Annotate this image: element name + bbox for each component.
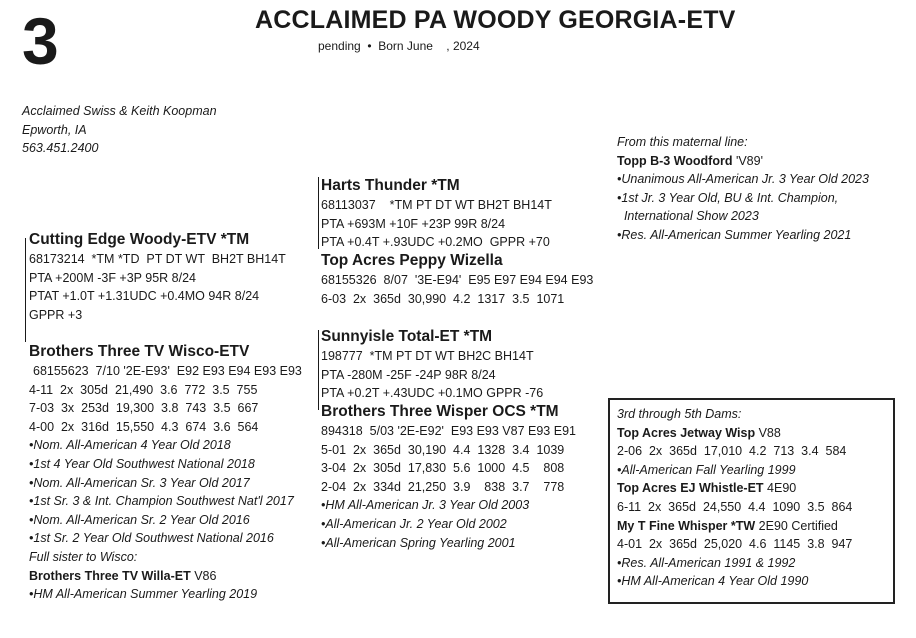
pedigree-line-dam-sire — [318, 330, 319, 410]
sire-sire-block — [321, 176, 552, 252]
sire-sire-line: PTA +0.4T +.93UDC +0.2MO GPPR +70 — [321, 235, 550, 250]
dam-line: 4-11 2x 305d 21,490 3.6 772 3.5 755 — [29, 382, 258, 397]
cow-name: Top Acres Jetway Wisp — [617, 425, 756, 440]
dams-box-title: 3rd through 5th Dams: — [617, 407, 742, 421]
dam-line: 68155623 7/10 '2E-E93' E92 E93 E94 E93 E93 — [33, 364, 302, 378]
cow-award: •Res. All-American 1991 & 1992 — [617, 555, 796, 570]
dam-dam-award: •All-American Jr. 2 Year Old 2002 — [321, 516, 507, 531]
maternal-line-block — [617, 133, 869, 245]
sire-sire-name: Harts Thunder *TM — [321, 177, 460, 194]
dam-award: •Nom. All-American 4 Year Old 2018 — [29, 438, 231, 453]
sister-name: Brothers Three TV Willa-ET — [29, 568, 191, 583]
dam-sire-name: Sunnyisle Total-ET *TM — [321, 328, 493, 345]
dams-box-cow — [617, 424, 852, 443]
dam-award: •Nom. All-American Sr. 3 Year Old 2017 — [29, 475, 250, 490]
cow-name: Top Acres EJ Whistle-ET — [617, 481, 764, 496]
dam-dam-block — [321, 402, 576, 552]
maternal-line-award: •1st Jr. 3 Year Old, BU & Int. Champion, — [617, 190, 839, 205]
dam-sire-line: PTA -280M -25F -24P 98R 8/24 — [321, 367, 496, 382]
sire-block — [29, 230, 286, 324]
cow-award: •HM All-American 4 Year Old 1990 — [617, 574, 809, 589]
dam-sire-line: PTA +0.2T +.43UDC +0.1MO GPPR -76 — [321, 386, 544, 401]
dam-dam-name: Brothers Three Wisper OCS *TM — [321, 403, 559, 420]
dam-sire-block — [321, 327, 543, 403]
dam-award: •1st 4 Year Old Southwest National 2018 — [29, 456, 255, 471]
dam-dam-line: 3-04 2x 305d 17,830 5.6 1000 4.5 808 — [321, 461, 565, 476]
dams-box-content — [617, 405, 852, 591]
maternal-line-score: 'V89' — [732, 153, 763, 168]
dam-award: •1st Sr. 2 Year Old Southwest National 2016 — [29, 531, 274, 546]
animal-title: ACCLAIMED PA WOODY GEORGIA-ETV — [255, 6, 736, 34]
cow-score: 2E90 Certified — [755, 518, 838, 533]
dam-award: •1st Sr. 3 & Int. Champion Southwest Nat'l 2017 — [29, 494, 294, 509]
pedigree-line-sire-sire — [318, 177, 319, 249]
maternal-line-entry — [617, 152, 869, 171]
dam-line: 7-03 3x 253d 19,300 3.8 743 3.5 667 — [29, 401, 259, 416]
maternal-line-award: •Unanimous All-American Jr. 3 Year Old 2023 — [617, 172, 869, 187]
sire-sire-line: 68113037 *TM PT DT WT BH2T BH14T — [321, 198, 552, 212]
dam-line: 4-00 2x 316d 15,550 4.3 674 3.6 564 — [29, 419, 259, 434]
consignor-name: Acclaimed Swiss & Keith Koopman — [22, 104, 217, 118]
sire-line: GPPR +3 — [29, 307, 83, 322]
sire-dam-line: 6-03 2x 365d 30,990 4.2 1317 3.5 1071 — [321, 291, 565, 306]
consignor-city: Epworth, IA — [22, 122, 87, 137]
dam-sire-line: 198777 *TM PT DT WT BH2C BH14T — [321, 349, 534, 363]
cow-name: My T Fine Whisper *TW — [617, 518, 756, 533]
sire-line: 68173214 *TM *TD PT DT WT BH2T BH14T — [29, 252, 286, 266]
cow-score: V88 — [755, 425, 781, 440]
dams-box-cow — [617, 517, 852, 536]
sister-score: V86 — [190, 568, 217, 583]
consignor-info — [22, 102, 217, 158]
lot-number: 3 — [22, 4, 58, 78]
dam-award: •Nom. All-American Sr. 2 Year Old 2016 — [29, 512, 250, 527]
maternal-line-award: •Res. All-American Summer Yearling 2021 — [617, 227, 852, 242]
sister-entry — [29, 567, 302, 586]
maternal-line-name: Topp B-3 Woodford — [617, 153, 733, 168]
pedigree-line-sire — [25, 238, 26, 342]
cow-record: 6-11 2x 365d 24,550 4.4 1090 3.5 864 — [617, 499, 853, 514]
cow-record: 4-01 2x 365d 25,020 4.6 1145 3.8 947 — [617, 537, 853, 552]
dam-name: Brothers Three TV Wisco-ETV — [29, 343, 250, 360]
maternal-line-intro: From this maternal line: — [617, 135, 748, 149]
dam-dam-award: •HM All-American Jr. 3 Year Old 2003 — [321, 498, 530, 513]
sire-line: PTA +200M -3F +3P 95R 8/24 — [29, 270, 196, 285]
registration-status: pending • Born June , 2024 — [318, 39, 480, 53]
sire-dam-name: Top Acres Peppy Wizella — [321, 252, 503, 269]
dam-dam-line: 2-04 2x 334d 21,250 3.9 838 3.7 778 — [321, 479, 565, 494]
dam-dam-award: •All-American Spring Yearling 2001 — [321, 535, 516, 550]
sire-dam-block — [321, 251, 593, 308]
cow-record: 2-06 2x 365d 17,010 4.2 713 3.4 584 — [617, 444, 847, 459]
sire-sire-line: PTA +693M +10F +23P 99R 8/24 — [321, 216, 506, 231]
sister-intro: Full sister to Wisco: — [29, 549, 138, 564]
dam-block — [29, 342, 302, 604]
cow-award: •All-American Fall Yearling 1999 — [617, 462, 796, 477]
sire-name: Cutting Edge Woody-ETV *TM — [29, 231, 250, 248]
sister-award: •HM All-American Summer Yearling 2019 — [29, 587, 258, 602]
dams-box-cow — [617, 479, 852, 498]
consignor-phone: 563.451.2400 — [22, 141, 99, 155]
dam-dam-line: 5-01 2x 365d 30,190 4.4 1328 3.4 1039 — [321, 442, 565, 457]
cow-score: 4E90 — [763, 481, 797, 496]
sire-line: PTAT +1.0T +1.31UDC +0.4MO 94R 8/24 — [29, 289, 260, 304]
dam-dam-line: 894318 5/03 '2E-E92' E93 E93 V87 E93 E91 — [321, 424, 576, 438]
maternal-line-award: International Show 2023 — [617, 209, 759, 224]
sire-dam-line: 68155326 8/07 '3E-E94' E95 E97 E94 E94 E93 — [321, 273, 594, 287]
